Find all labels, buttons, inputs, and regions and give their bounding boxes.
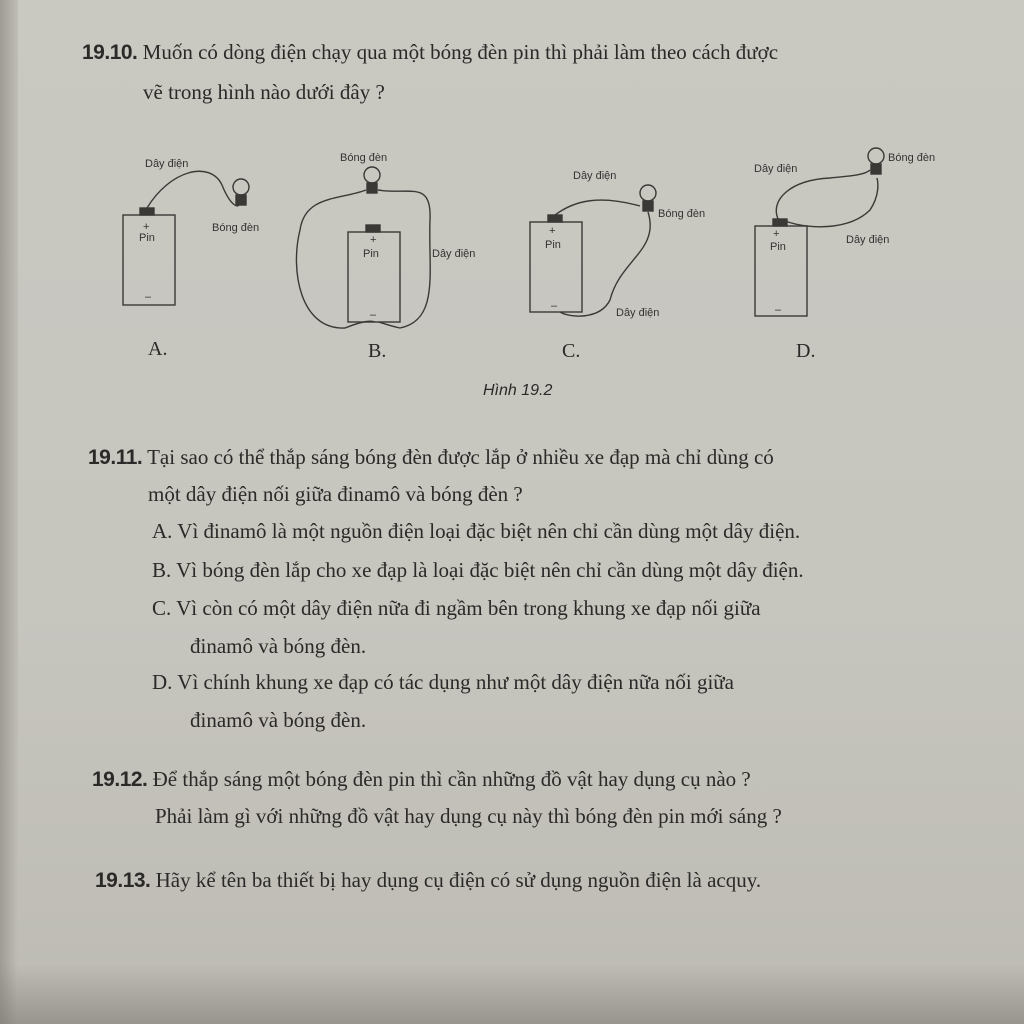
bulb-icon <box>233 179 249 205</box>
label-pin: Pin <box>545 239 561 251</box>
label-pin: Pin <box>139 232 155 244</box>
label-minus: – <box>551 300 558 312</box>
wire-path <box>560 212 650 316</box>
question-19-11-line-1 <box>88 445 774 470</box>
answer-option-c-cont: đinamô và bóng đèn. <box>190 634 367 658</box>
label-wire: Dây điện <box>573 170 617 182</box>
question-19-11-line-2: một dây điện nối giữa đinamô và bóng đèn ? <box>148 482 523 506</box>
label-plus: + <box>370 234 377 246</box>
answer-option-a: A. Vì đinamô là một nguồn điện loại đặc biệt nên chỉ cần dùng một dây điện. <box>152 519 801 543</box>
label-plus: + <box>773 228 780 240</box>
wire-path <box>147 171 240 208</box>
option-label-b: B. <box>368 340 387 362</box>
wire-path <box>378 190 430 328</box>
label-minus: – <box>775 304 782 316</box>
label-plus: + <box>549 225 556 237</box>
question-number: 19.11. <box>88 446 143 469</box>
question-text: Để thắp sáng một bóng đèn pin thì cần những đồ vật hay dụng cụ nào ? <box>152 767 751 791</box>
label-wire: Dây điện <box>432 248 476 260</box>
battery-icon <box>530 222 582 312</box>
label-pin: Pin <box>363 248 379 260</box>
bulb-icon <box>640 185 656 211</box>
label-bulb: Bóng đèn <box>212 222 260 234</box>
answer-option-d: D. Vì chính khung xe đạp có tác dụng như một dây điện nữa nối giữa <box>152 670 734 694</box>
bulb-icon <box>868 148 884 174</box>
label-wire: Dây điện <box>754 163 798 175</box>
option-label-d: D. <box>796 340 816 362</box>
label-bulb: Bóng đèn <box>340 152 388 164</box>
figure-caption: Hình 19.2 <box>483 382 553 399</box>
label-wire: Dây điện <box>145 158 189 170</box>
label-plus: + <box>143 221 150 233</box>
question-text: Tại sao có thể thắp sáng bóng đèn được lắp ở nhiều xe đạp mà chỉ dùng có <box>147 445 774 469</box>
question-19-12-line-2: Phải làm gì với những đồ vật hay dụng cụ này thì bóng đèn pin mới sáng ? <box>155 804 782 828</box>
battery-terminal-icon <box>773 219 787 226</box>
battery-terminal-icon <box>366 225 380 232</box>
bulb-icon <box>364 167 380 193</box>
page-shadow <box>0 964 1024 1024</box>
question-number: 19.12. <box>92 768 148 791</box>
wire-path <box>785 178 878 227</box>
label-pin: Pin <box>770 241 786 253</box>
wire-path <box>555 200 640 215</box>
answer-option-d-cont: đinamô và bóng đèn. <box>190 708 367 732</box>
label-bulb: Bóng đèn <box>658 208 706 220</box>
question-19-13-line-1 <box>95 868 761 893</box>
label-wire: Dây điện <box>616 307 660 319</box>
option-label-a: A. <box>148 338 168 360</box>
question-text: Muốn có dòng điện chạy qua một bóng đèn pin thì phải làm theo cách được <box>142 40 779 64</box>
battery-icon <box>755 226 807 316</box>
battery-terminal-icon <box>548 215 562 222</box>
label-minus: – <box>145 291 152 303</box>
question-number: 19.13. <box>95 869 151 892</box>
question-number: 19.10. <box>82 41 138 64</box>
label-minus: – <box>370 309 377 321</box>
question-text: Hãy kể tên ba thiết bị hay dụng cụ điện có sử dụng nguồn điện là acquy. <box>155 868 762 892</box>
label-bulb: Bóng đèn <box>888 152 936 164</box>
option-label-c: C. <box>562 340 581 362</box>
wire-path <box>776 170 870 219</box>
question-19-12-line-1 <box>92 767 751 792</box>
answer-option-c: C. Vì còn có một dây điện nữa đi ngầm bên trong khung xe đạp nối giữa <box>152 596 761 620</box>
question-19-10-line-2: vẽ trong hình nào dưới đây ? <box>143 80 385 104</box>
battery-terminal-icon <box>140 208 154 215</box>
answer-option-b: B. Vì bóng đèn lắp cho xe đạp là loại đặc biệt nên chỉ cần dùng một dây điện. <box>152 558 804 582</box>
label-wire: Dây điện <box>846 234 890 246</box>
